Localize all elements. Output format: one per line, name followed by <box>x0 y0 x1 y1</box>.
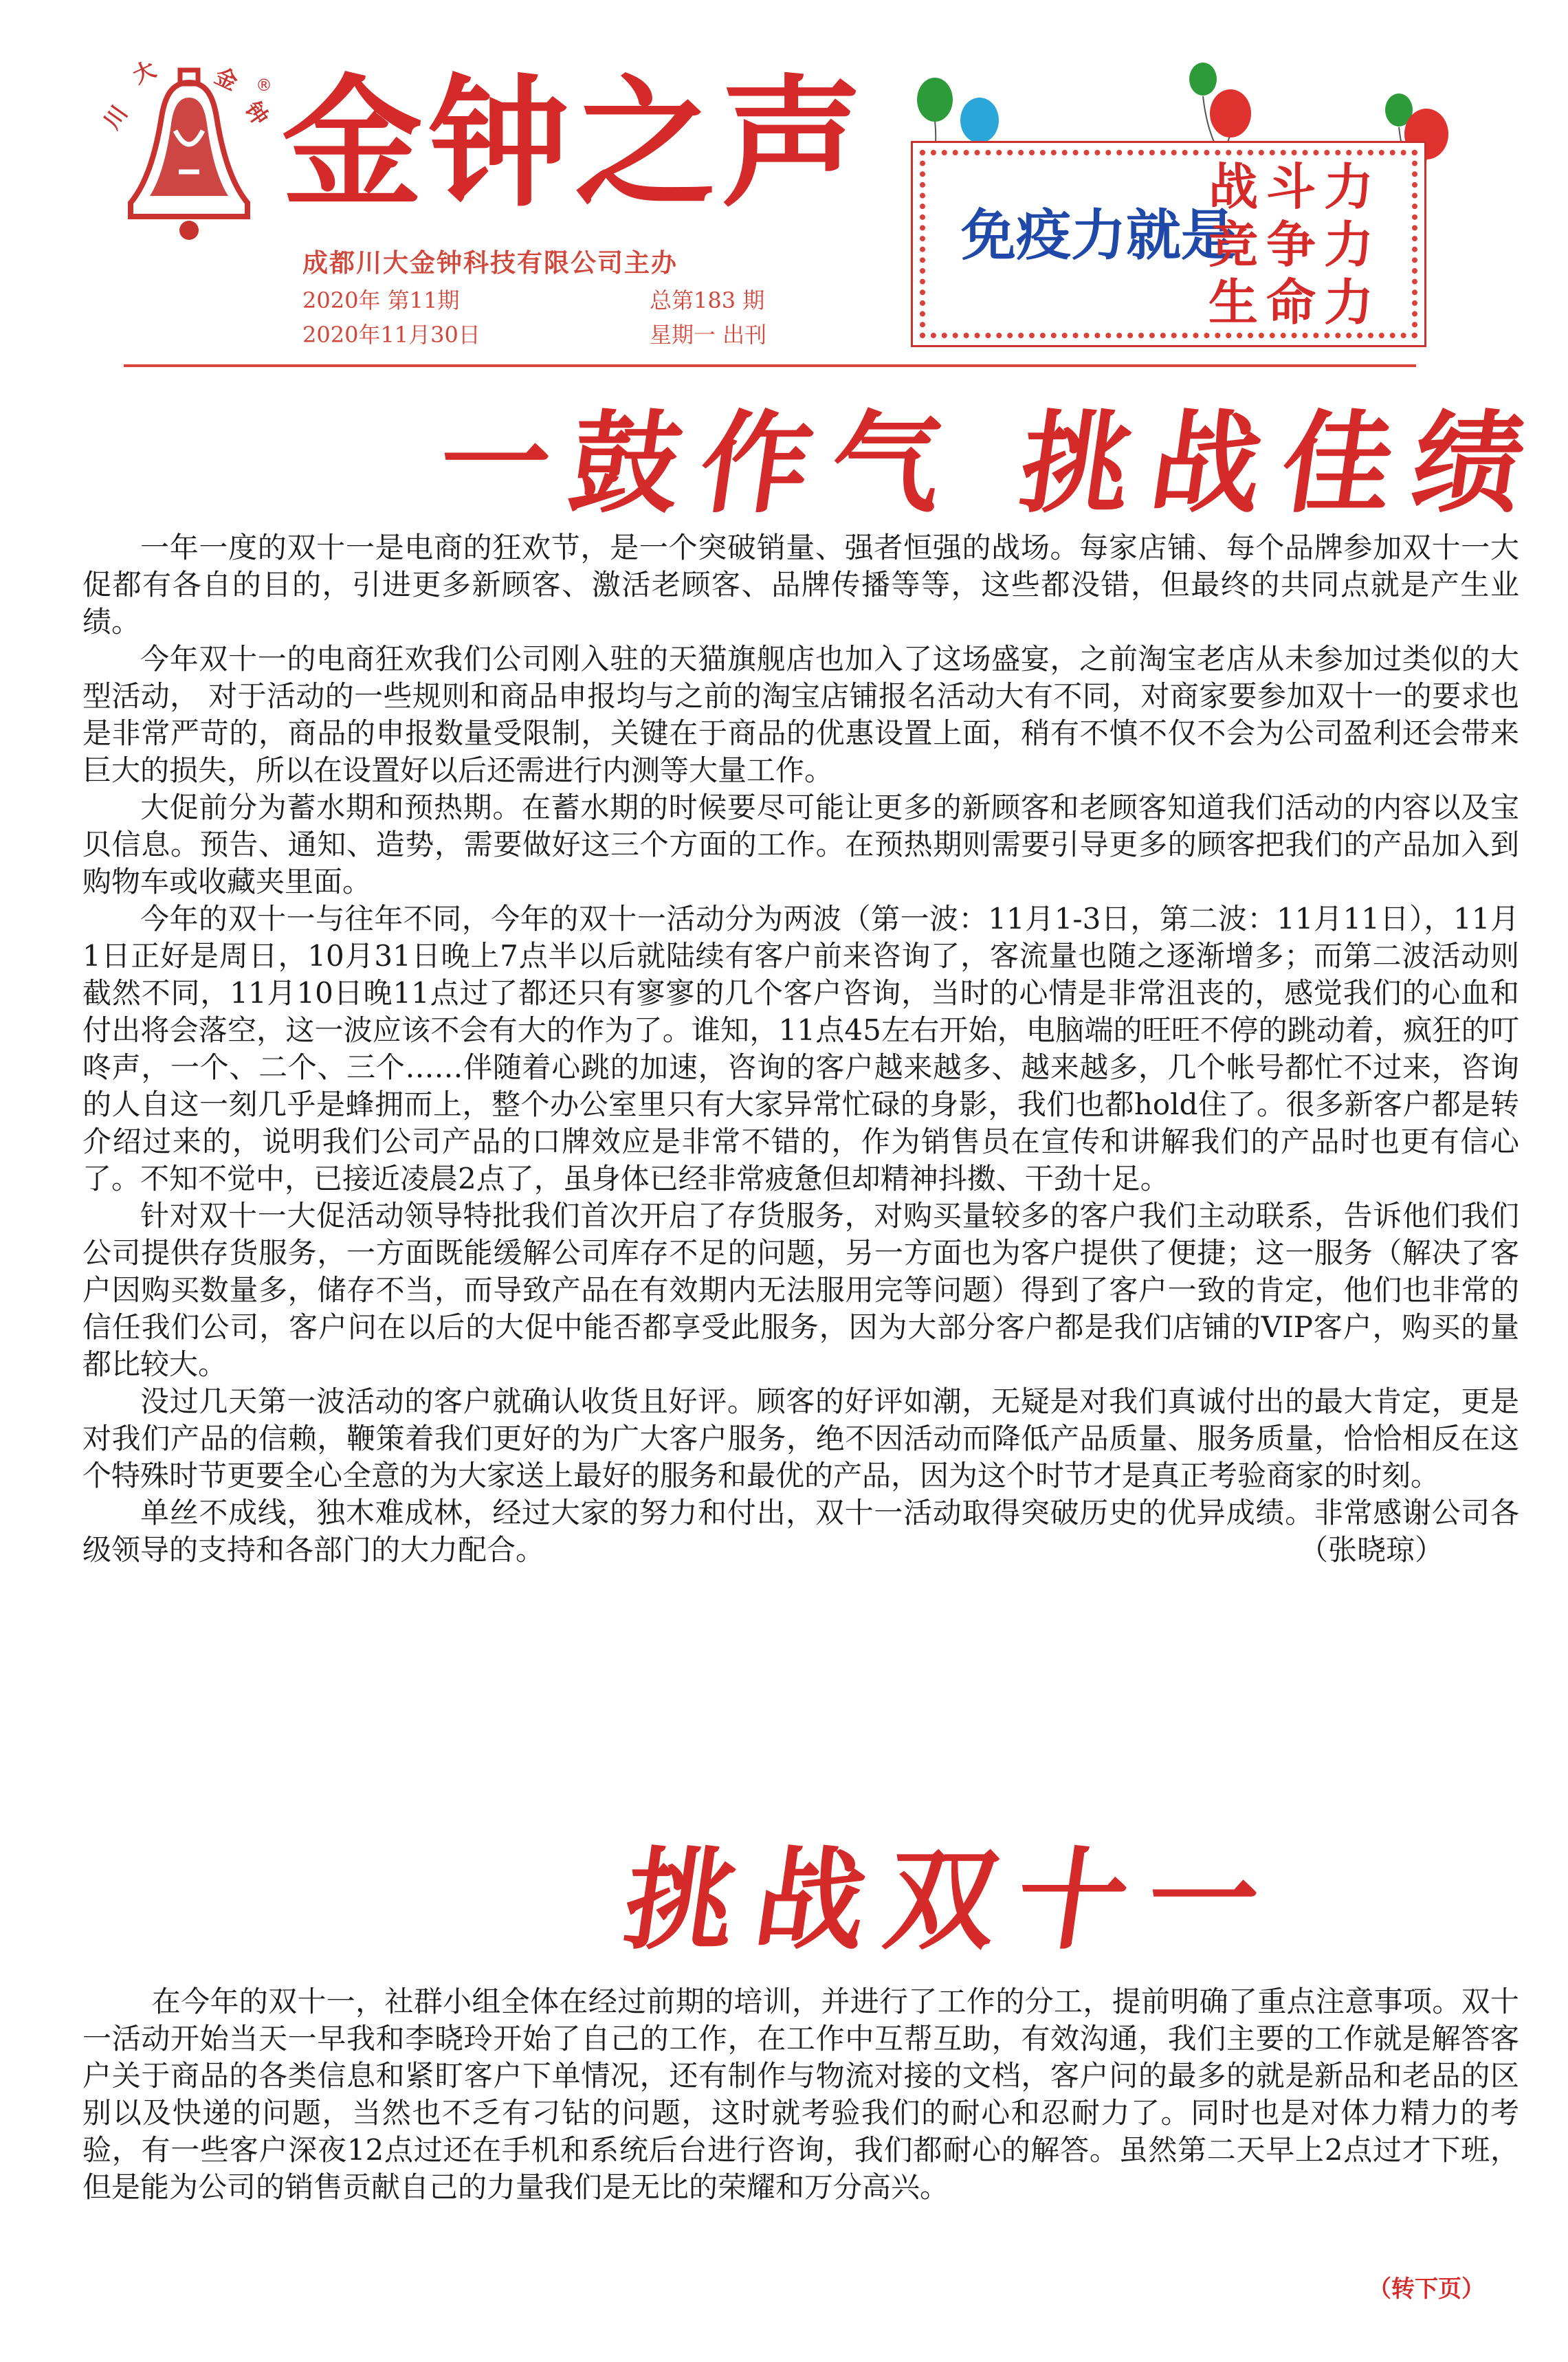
newsletter-title: 金钟之声 <box>282 63 868 226</box>
slogan-lead: 免疫力就是 <box>961 203 1236 267</box>
publisher-line: 成都川大金钟科技有限公司主办 <box>302 247 678 278</box>
issue-number: 2020年 第11期 <box>302 287 460 313</box>
slogan-item: 战斗力 <box>1208 158 1382 216</box>
article-paragraph: 一年一度的双十一是电商的狂欢节，是一个突破销量、强者恒强的战场。每家店铺、每个品牌参加双十一大促都有各自的目的，引进更多新顾客、激活老顾客、品牌传播等等，这些都没错，但最终的共同点就是产生业绩。 <box>82 531 1519 639</box>
total-issue-number: 总第183 期 <box>650 287 765 313</box>
article-paragraph-last <box>82 1494 1519 1569</box>
article-paragraph: 针对双十一大促活动领导特批我们首次开启了存货服务，对购买量较多的客户我们主动联系，告诉他们我们公司提供存货服务，一方面既能缓解公司库存不足的问题，另一方面也为客户提供了便捷；这一服务（解决了客户因购买数量多，储存不当，而导致产品在有效期内无法服用完等问题）得到了客户一致的肯定，他们也非常的信任我们公司，客户问在以后的大促中能否都享受此服务，因为大部分客户都是我们店铺的VIP客户，购买的量都比较大。 <box>82 1199 1519 1381</box>
logo-ring-text-4: 钟 <box>239 96 274 130</box>
article-paragraph: 今年的双十一与往年不同，今年的双十一活动分为两波（第一波：11月1-3日，第二波：11月11日），11月1日正好是周日，10月31日晚上7点半以后就陆续有客户前来咨询了，客流量也随之逐渐增多；而第二波活动则截然不同，11月10日晚11点过了都还只有寥寥的几个客户咨询，当时的心情是非常沮丧的，感觉我们的心血和付出将会落空，这一波应该不会有大的作为了。谁知，11点45左右开始，电脑端的旺旺不停的跳动着，疯狂的叮咚声，一个、二个、三个……伴随着心跳的加速，咨询的客户越来越多、越来越多，几个帐号都忙不过来，咨询的人自这一刻几乎是蜂拥而上，整个办公室里只有大家异常忙碌的身影，我们也都hold住了。很多新客户都是转介绍过来的，说明我们公司产品的口牌效应是非常不错的，作为销售员在宣传和讲解我们的产品时也更有信心了。不知不觉中，已接近凌晨2点了，虽身体已经非常疲惫但却精神抖擞、干劲十足。 <box>82 902 1519 1195</box>
logo-ring-text-1: 川 <box>98 100 133 134</box>
article-paragraph: 今年双十一的电商狂欢我们公司刚入驻的天猫旗舰店也加入了这场盛宴，之前淘宝老店从未参加过类似的大型活动， 对于活动的一些规则和商品申报均与之前的淘宝店铺报名活动大有不同，对商家要参加双十一的要求也是非常严苛的，商品的申报数量受限制，关键在于商品的优惠设置上面，稍有不慎不仅不会为公司盈利还会带来巨大的损失，所以在设置好以后还需进行内测等大量工作。 <box>82 642 1519 787</box>
company-logo <box>98 55 275 247</box>
slogan-item: 竞争力 <box>1208 216 1382 274</box>
logo-ring-text-2: 大 <box>129 56 160 89</box>
article-headline: 挑战双十一 <box>616 1836 1288 1965</box>
slogan-item: 生命力 <box>1208 274 1382 331</box>
author-signature: （张晓琼） <box>1299 1533 1444 1567</box>
slogan-box <box>911 141 1426 347</box>
continued-on-next-page: （转下页） <box>1368 2275 1485 2303</box>
article-paragraph: 大促前分为蓄水期和预热期。在蓄水期的时候要尽可能让更多的新顾客和老顾客知道我们活动的内容以及宝贝信息。预告、通知、造势，需要做好这三个方面的工作。在预热期则需要引导更多的顾客把我们的产品加入到购物车或收藏夹里面。 <box>82 791 1519 898</box>
publication-date: 2020年11月30日 <box>302 322 481 348</box>
article-paragraph-text: 单丝不成线，独木难成林，经过大家的努力和付出，双十一活动取得突破历史的优异成绩。非常感谢公司各级领导的支持和各部门的大力配合。 <box>82 1496 1519 1567</box>
publication-date-info <box>302 318 767 349</box>
article-body <box>82 529 1519 1569</box>
issue-info <box>302 283 765 315</box>
header-divider <box>124 364 1416 367</box>
article-headline: 一鼓作气 挑战佳绩 <box>430 399 1553 528</box>
publication-weekday: 星期一 出刊 <box>650 322 767 348</box>
article-body <box>82 1983 1519 2206</box>
article-paragraph: 在今年的双十一，社群小组全体在经过前期的培训，并进行了工作的分工，提前明确了重点注意事项。双十一活动开始当天一早我和李晓玲开始了自己的工作，在工作中互帮互助，有效沟通，我们主要的工作就是解答客户关于商品的各类信息和紧盯客户下单情况，还有制作与物流对接的文档，客户问的最多的就是新品和老品的区别以及快递的问题，当然也不乏有刁钻的问题，这时就考验我们的耐心和忍耐力了。同时也是对体力精力的考验，有一些客户深夜12点过还在手机和系统后台进行咨询，我们都耐心的解答。虽然第二天早上2点过才下班，但是能为公司的销售贡献自己的力量我们是无比的荣耀和万分高兴。 <box>82 1985 1519 2204</box>
logo-ring-text-3: 金 <box>210 62 242 96</box>
registered-mark: ® <box>256 76 272 95</box>
article-paragraph: 没过几天第一波活动的客户就确认收货且好评。顾客的好评如潮，无疑是对我们真诚付出的最大肯定，更是对我们产品的信赖，鞭策着我们更好的为广大客户服务，绝不因活动而降低产品质量、服务质量，恰恰相反在这个特殊时节更要全心全意的为大家送上最好的服务和最优的产品，因为这个时节才是真正考验商家的时刻。 <box>82 1384 1519 1492</box>
slogan-list <box>1208 158 1382 331</box>
